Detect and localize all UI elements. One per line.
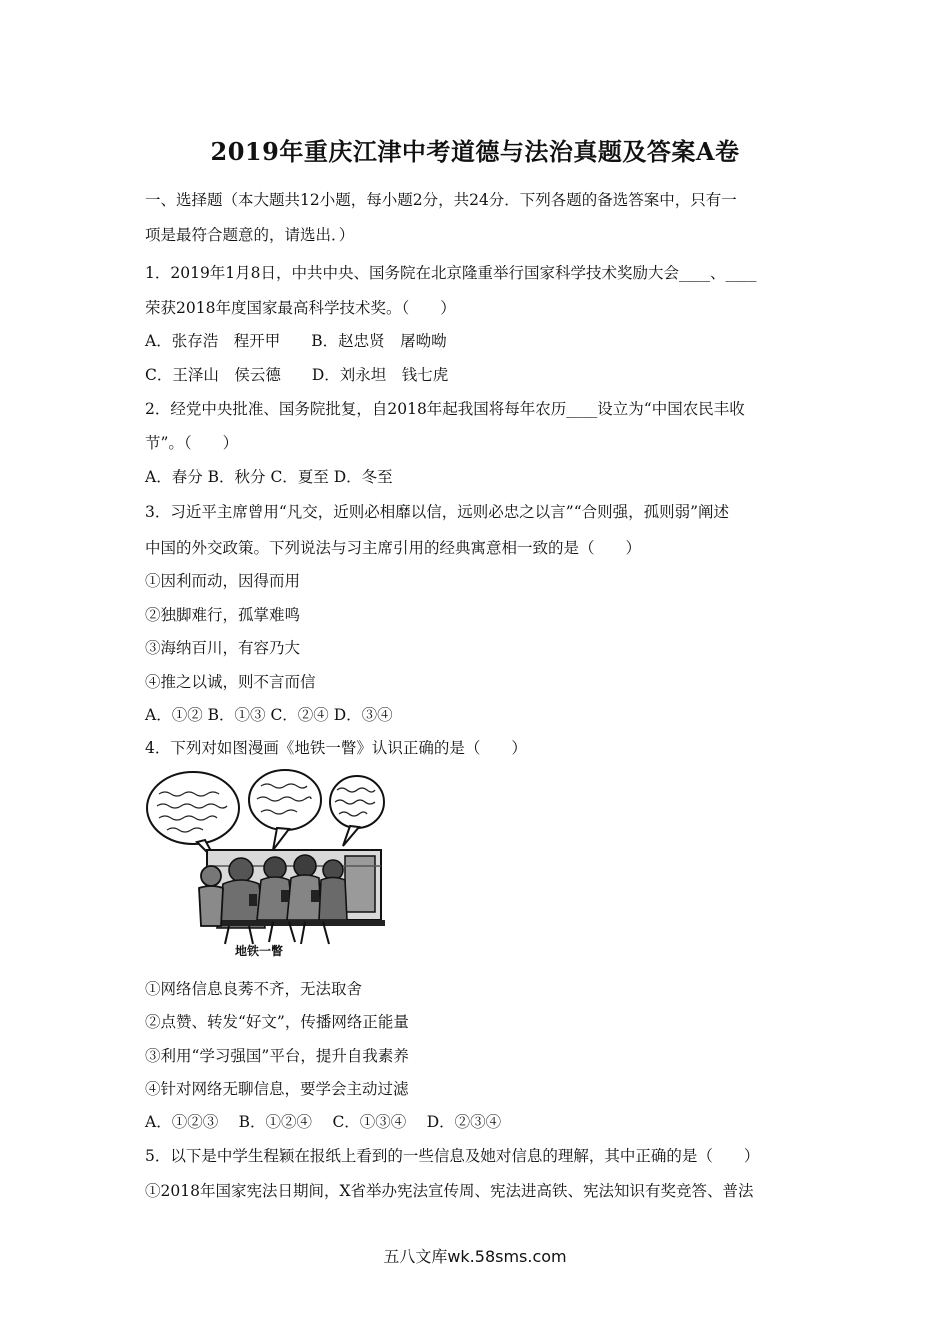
cartoon-caption: 地铁一瞥	[235, 944, 284, 958]
question-3-item-1: ①因利而动，因得而用	[145, 572, 301, 590]
question-3-item-2: ②独脚难行，孤掌难鸣	[145, 606, 301, 624]
question-4-item-1: ①网络信息良莠不齐，无法取舍	[145, 980, 363, 998]
question-3-item-3: ③海纳百川，有容乃大	[145, 639, 301, 657]
section-header-line-1: 一、选择题（本大题共12小题，每小题2分，共24分．下列各题的备选答案中，只有一	[145, 191, 737, 209]
document-title: 2019年重庆江津中考道德与法治真题及答案A卷	[210, 137, 740, 166]
question-1-line-1: 1．2019年1月8日，中共中央、国务院在北京隆重举行国家科学技术奖励大会____、____	[145, 264, 757, 282]
question-5-line-1: 5．以下是中学生程颖在报纸上看到的一些信息及她对信息的理解，其中正确的是（ ）	[145, 1147, 760, 1165]
section-header-line-2: 项是最符合题意的，请选出．）	[145, 226, 355, 244]
question-3-line-2: 中国的外交政策。下列说法与习主席引用的经典寓意相一致的是（ ）	[145, 539, 642, 557]
question-1-options-ab: A．张存浩 程开甲 B．赵忠贤 屠呦呦	[145, 332, 447, 350]
question-2-line-2: 节”。（ ）	[145, 434, 239, 452]
question-4-item-2: ②点赞、转发“好文”，传播网络正能量	[145, 1013, 409, 1031]
subway-cartoon	[145, 766, 385, 958]
question-5-line-2: ①2018年国家宪法日期间，X省举办宪法宣传周、宪法进高铁、宪法知识有奖竞答、普法	[145, 1182, 754, 1200]
question-1-line-2: 荣获2018年度国家最高科学技术奖。（ ）	[145, 299, 456, 317]
question-4-line-1: 4．下列对如图漫画《地铁一瞥》认识正确的是（ ）	[145, 739, 527, 757]
question-2-options: A．春分 B．秋分 C．夏至 D．冬至	[145, 468, 393, 486]
question-1-options-cd: C．王泽山 侯云德 D．刘永坦 钱七虎	[145, 366, 449, 384]
question-2-line-1: 2．经党中央批准、国务院批复，自2018年起我国将每年农历____设立为“中国农民丰收	[145, 400, 745, 418]
question-3-options: A．①② B．①③ C．②④ D．③④	[145, 706, 393, 724]
question-4-item-4: ④针对网络无聊信息，要学会主动过滤	[145, 1080, 409, 1098]
subway-cartoon-drawing	[145, 766, 385, 958]
passenger-head	[229, 858, 253, 882]
question-4-item-3: ③利用“学习强国”平台，提升自我素养	[145, 1047, 409, 1065]
question-3-line-1: 3．习近平主席曾用“凡交，近则必相靡以信，远则必忠之以言”“合则强，孤则弱”阐述	[145, 503, 730, 521]
footer-watermark: 五八文库wk.58sms.com	[383, 1247, 567, 1266]
question-4-options: A．①②③ B．①②④ C．①③④ D．②③④	[145, 1113, 502, 1131]
question-3-item-4: ④推之以诚，则不言而信	[145, 673, 316, 691]
speech-bubble-right	[330, 776, 384, 828]
speech-bubble-middle	[249, 770, 321, 830]
